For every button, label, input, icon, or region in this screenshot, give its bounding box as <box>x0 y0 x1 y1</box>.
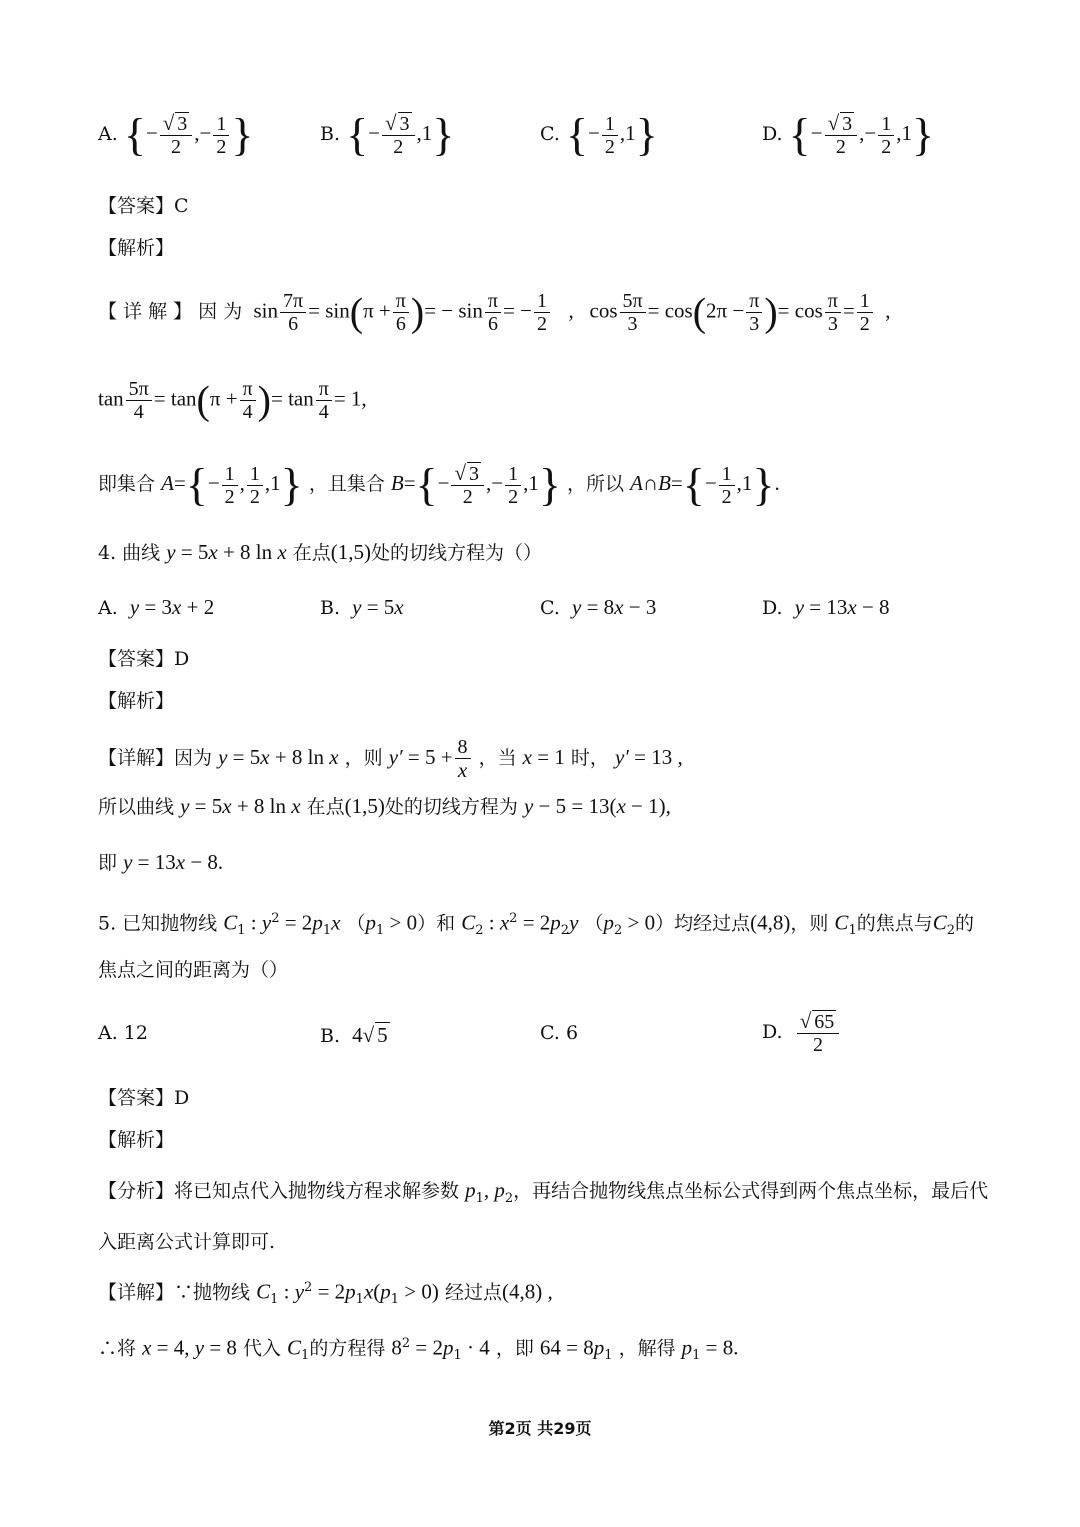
q3-option-d: D. {− $\frac{√ 3}{2}$ ,− $\frac{1}{2}$ ,1} <box>762 109 935 160</box>
q4-option-a: A. y = 3x + 2 <box>98 595 215 619</box>
q5-detail-line2: ∴将 x = 4, y = 8 代入 $C_1$的方程得 $8^2 = 2p_1 \cdot 4$ ，即 $64 = 8p_1$ ，解得 $p_1 = 8$. <box>98 1335 739 1364</box>
q4-analysis: 【解析】 <box>98 690 175 712</box>
q3-analysis: 【解析】 <box>98 237 175 259</box>
q5-stem-line1: 5. 已知抛物线 $C_1$ : $y^2 = 2p_1x$ $(p_1 > 0)$和 $C_2$ : $x^2 = 2p_2y$ $(p_2 > 0)$均经过点(4,8)，则 $C_1$的焦点与$C_2$的 <box>98 910 975 939</box>
q5-option-b: B. 4√ 5 <box>320 1023 388 1047</box>
q3-option-c: C. {− $\frac{1}{2}$ ,1} <box>540 109 658 160</box>
q5-option-a: A. 12 <box>98 1022 148 1044</box>
q4-detail-line3: 即 y = 13x − 8. <box>98 850 224 874</box>
q5-analysis: 【解析】 <box>98 1129 175 1151</box>
q3-answer: 【答案】C <box>98 195 189 217</box>
q4-option-b: B. y = 5x <box>320 595 404 619</box>
q5-fenxi-line2: 入距离公式计算即可. <box>98 1231 276 1253</box>
q3-detail-line2: tan $\frac{5\pi}{4}$ = tan(π + $\frac{\pi}{4}$ )= tan $\frac{\pi}{4}$ = 1, <box>98 377 367 423</box>
q3-option-b: B. {− $\frac{√ 3}{2}$ ,1} <box>320 109 455 160</box>
q3-option-a: A. {− $\frac{√ 3}{2}$ ,− $\frac{1}{2}$ } <box>98 109 254 160</box>
q5-stem-line2: 焦点之间的距离为（） <box>98 959 289 981</box>
q3-set-line: 即集合 A={− $\frac{1}{2}$ , $\frac{1}{2}$ ,1} ，且集合 B={− $\frac{√ 3}{2}$ ,− $\frac{1}{2}$ ,1} ，所以 A∩B={− $\frac{1}{2}$ ,1}. <box>98 459 780 510</box>
q4-stem: 4. 曲线 y = 5x + 8 ln x 在点(1,5)处的切线方程为（） <box>98 540 543 564</box>
q5-detail-line1: 【详解】∵抛物线 $C_1$ : $y^2 = 2p_1x(p_1 > 0)$ 经过点(4,8) , <box>98 1279 553 1308</box>
page-footer: 第2页 共29页 <box>488 1419 592 1438</box>
q4-detail-line1: 【详解】因为 y = 5x + 8 ln x ，则 y′ = 5 + $\frac{8}{x}$ ，当 x = 1 时， y′ = 13 , <box>98 736 683 782</box>
q4-option-c: C. y = 8x − 3 <box>540 595 657 619</box>
q5-option-d: D. $\frac{√ 65}{2}$ <box>762 1010 841 1056</box>
q5-fenxi-line1: 【分析】将已知点代入抛物线方程求解参数 $p_1$, $p_2$，再结合抛物线焦点坐标公式得到两个焦点坐标，最后代 <box>98 1178 989 1206</box>
q3-detail-line1: 【 详 解 】 因 为 sin $\frac{7\pi}{6}$ = sin(π + $\frac{\pi}{6}$ )= − sin $\frac{\pi}{6}$ = − $\frac{1}{2}$ , cos $\frac{5\pi}{3}$ = cos(2π − $\frac{\pi}{3}$ )= cos $\frac{\pi}{3}$ = $\frac{1}{2}$ , <box>98 289 891 335</box>
q5-option-c: C. 6 <box>540 1022 579 1044</box>
q4-option-d: D. y = 13x − 8 <box>762 595 890 619</box>
q4-answer: 【答案】D <box>98 648 190 670</box>
q5-answer: 【答案】D <box>98 1087 190 1109</box>
q4-detail-line2: 所以曲线 y = 5x + 8 ln x 在点(1,5)处的切线方程为 y − 5 = 13(x − 1), <box>98 794 671 818</box>
